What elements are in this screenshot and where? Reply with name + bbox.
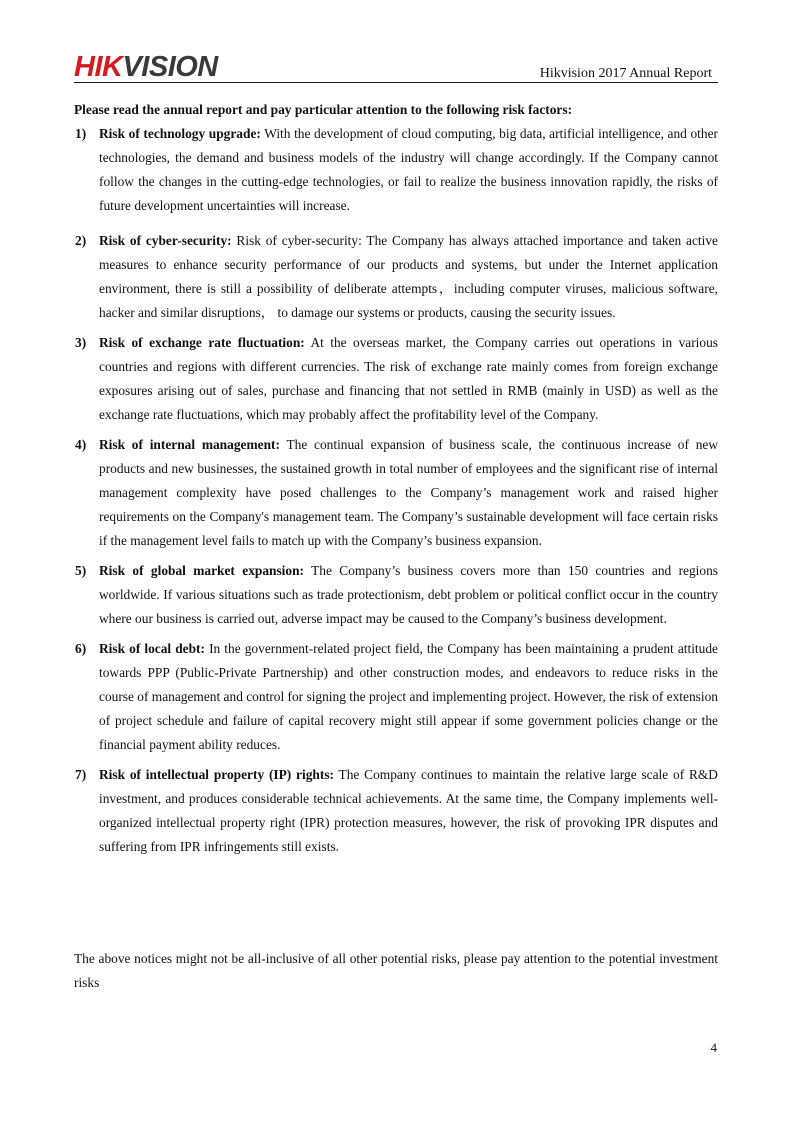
risk-number: 7) (75, 767, 87, 782)
risk-item-global-market (74, 559, 718, 631)
intro-heading: Please read the annual report and pay particular attention to the following risk factors: (74, 102, 573, 117)
risk-title: Risk of exchange rate fluctuation: (99, 335, 305, 350)
risk-text: The Company continues to maintain the relative large scale of R&D investment, and produces considerable technical achievements. At the same time, the Company implements well-organized intellectual property right (IPR) protection measures, however, the risk of provoking IPR disputes and suffering from IPR infringements still exists. (99, 767, 718, 854)
risk-title: Risk of technology upgrade: (99, 126, 261, 141)
risk-number: 2) (75, 233, 87, 248)
risk-item-intellectual-property (74, 763, 718, 859)
risk-number: 6) (75, 641, 87, 656)
risk-title: Risk of cyber-security: (99, 233, 232, 248)
risk-item-local-debt (74, 637, 718, 757)
logo-part-hik: HIK (74, 51, 123, 83)
closing-notice: The above notices might not be all-inclusive of all other potential risks, please pay attention to the potential investment risks (74, 951, 718, 990)
page-number: 4 (710, 1040, 717, 1055)
page-header (74, 52, 718, 83)
risk-item-technology-upgrade (74, 122, 718, 218)
logo-part-vision: VISION (122, 51, 218, 83)
risk-text: The Company’s business covers more than 150 countries and regions worldwide. If various situations such as trade protectionism, debt problem or political conflict occur in the country where our business is carried out, adverse impact may be caused to the Company’s business development. (99, 563, 718, 626)
risk-title: Risk of global market expansion: (99, 563, 305, 578)
risk-title: Risk of intellectual property (IP) rights: (99, 767, 334, 782)
risk-item-exchange-rate (74, 331, 718, 427)
risk-text: At the overseas market, the Company carries out operations in various countries and regions with different currencies. The risk of exchange rate mainly comes from foreign exchange exposures arising out of sales, purchase and financing that not settled in RMB (mainly in USD) as well as the exchange rate fluctuations, which may probably affect the profitability level of the Company. (99, 335, 718, 422)
risk-item-internal-management (74, 433, 718, 553)
risk-number: 4) (75, 437, 87, 452)
risk-number: 1) (75, 126, 87, 141)
risk-item-cyber-security (74, 229, 718, 325)
risk-title: Risk of internal management: (99, 437, 280, 452)
risk-text: Risk of cyber-security: The Company has always attached importance and taken active measures to enhance security performance of our products and systems, but under the Internet application environment, there is still a possibility of deliberate attempts，including computer viruses, malicious software, hacker and similar disruptions， to damage our systems or products, causing the security issues. (99, 233, 718, 320)
risk-text: In the government-related project field, the Company has been maintaining a prudent attitude towards PPP (Public-Private Partnership) and other construction modes, and endeavors to reduce risks in the course of management and control for signing the project and implementing project. However, the risk of extension of project schedule and failure of capital recovery might still appear if some government policies change or the financial payment ability reduces. (99, 641, 718, 752)
hikvision-logo (74, 52, 218, 82)
risk-text: The continual expansion of business scale, the continuous increase of new products and new businesses, the sustained growth in total number of employees and the significant rise of internal management complexity have posed challenges to the Company’s management work and raised higher requirements on the Company's management team. The Company’s sustainable development will face certain risks if the management level fails to match up with the Company’s business expansion. (99, 437, 719, 548)
risk-number: 3) (75, 335, 87, 350)
risk-text: With the development of cloud computing, big data, artificial intelligence, and other technologies, the demand and business models of the industry will change accordingly. If the Company cannot follow the changes in the cutting-edge technologies, or fail to realize the business innovation rapidly, the risks of future development uncertainties will increase. (99, 126, 718, 213)
risk-number: 5) (75, 563, 87, 578)
risk-title: Risk of local debt: (99, 641, 205, 656)
report-title: Hikvision 2017 Annual Report (539, 66, 712, 81)
risk-factors-section (74, 98, 718, 859)
